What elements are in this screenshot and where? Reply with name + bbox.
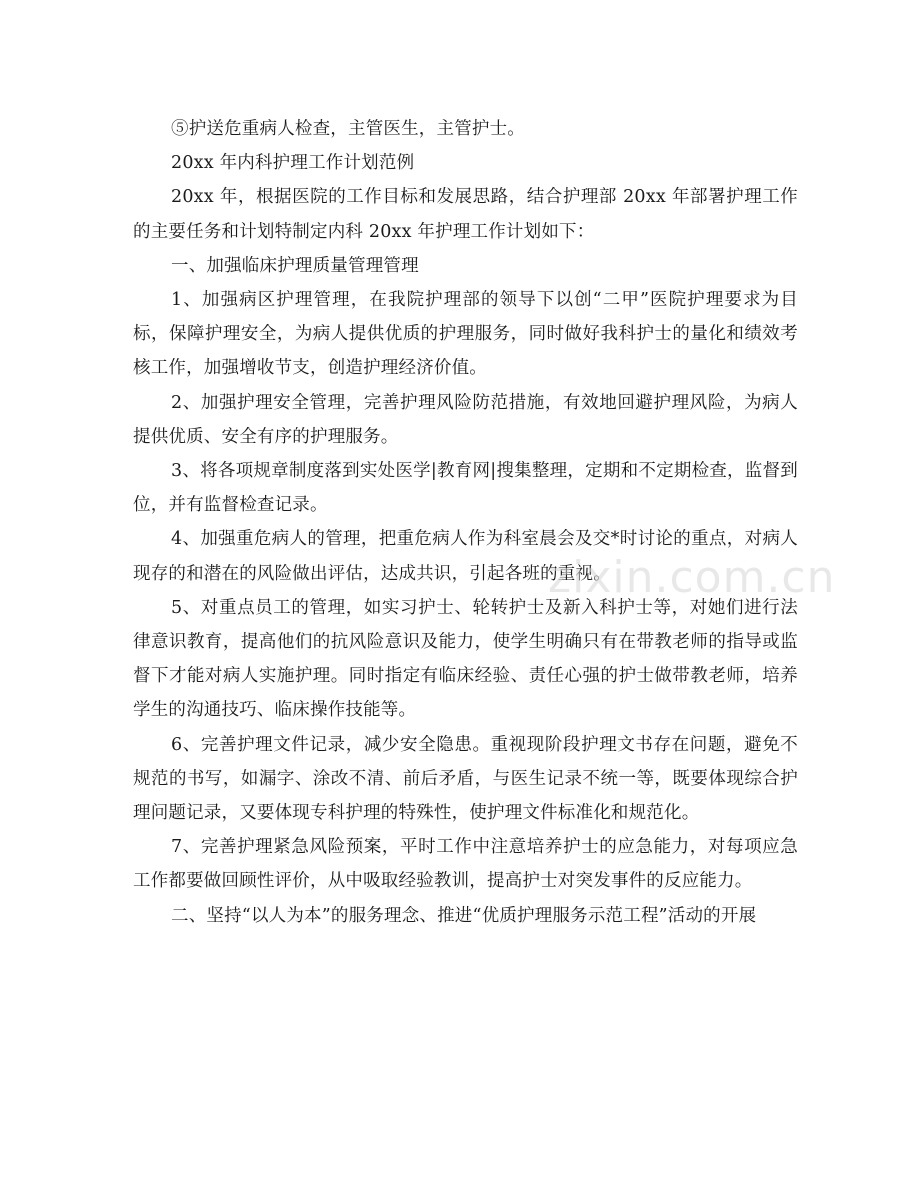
section-heading-1: 一、加强临床护理质量管理管理 [171, 255, 419, 276]
paragraph-item-4: 4、加强重危病人的管理，把重危病人作为科室晨会及交*时讨论的重点，对病人现存的和潜在的风险做出评估，达成共识，引起各班的重视。 [133, 529, 798, 584]
paragraph-item-5: 5、对重点员工的管理，如实习护士、轮转护士及新入科护士等，对她们进行法律意识教育，提高他们的抗风险意识及能力，使学生明确只有在带教老师的指导或监督下才能对病人实施护理。同时指定有临床经验、责任心强的护士做带教老师，培养学生的沟通技巧、临床操作技能等。 [133, 597, 798, 721]
document-body [133, 112, 798, 933]
paragraph-item-6: 6、完善护理文件记录，减少安全隐患。重视现阶段护理文书存在问题，避免不规范的书写，如漏字、涂改不清、前后矛盾，与医生记录不统一等，既要体现综合护理问题记录，又要体现专科护理的特殊性，使护理文件标准化和规范化。 [133, 734, 798, 824]
paragraph-item-1: 1、加强病区护理管理，在我院护理部的领导下以创“二甲”医院护理要求为目标，保障护理安全，为病人提供优质的护理服务，同时做好我科护士的量化和绩效考核工作，加强增收节支，创造护理经济价值。 [133, 290, 798, 379]
watermark: zixin.com.cn [548, 552, 836, 603]
paragraph-intro: 20xx 年，根据医院的工作目标和发展思路，结合护理部 20xx 年部署护理工作的主要任务和计划特制定内科 20xx 年护理工作计划如下： [133, 187, 798, 242]
paragraph-1: ⑤护送危重病人检查，主管医生，主管护士。 [171, 119, 525, 139]
paragraph-title: 20xx 年内科护理工作计划范例 [171, 153, 415, 174]
paragraph-item-2: 2、加强护理安全管理，完善护理风险防范措施，有效地回避护理风险，为病人提供优质、安全有序的护理服务。 [133, 392, 798, 447]
section-heading-2: 二、坚持“以人为本”的服务理念、推进“优质护理服务示范工程”活动的开展 [171, 905, 757, 926]
paragraph-item-3: 3、将各项规章制度落到实处医学|教育网|搜集整理，定期和不定期检查，监督到位，并有监督检查记录。 [133, 461, 798, 516]
paragraph-item-7: 7、完善护理紧急风险预案，平时工作中注意培养护士的应急能力，对每项应急工作都要做回顾性评价，从中吸取经验教训，提高护士对突发事件的反应能力。 [133, 837, 798, 892]
